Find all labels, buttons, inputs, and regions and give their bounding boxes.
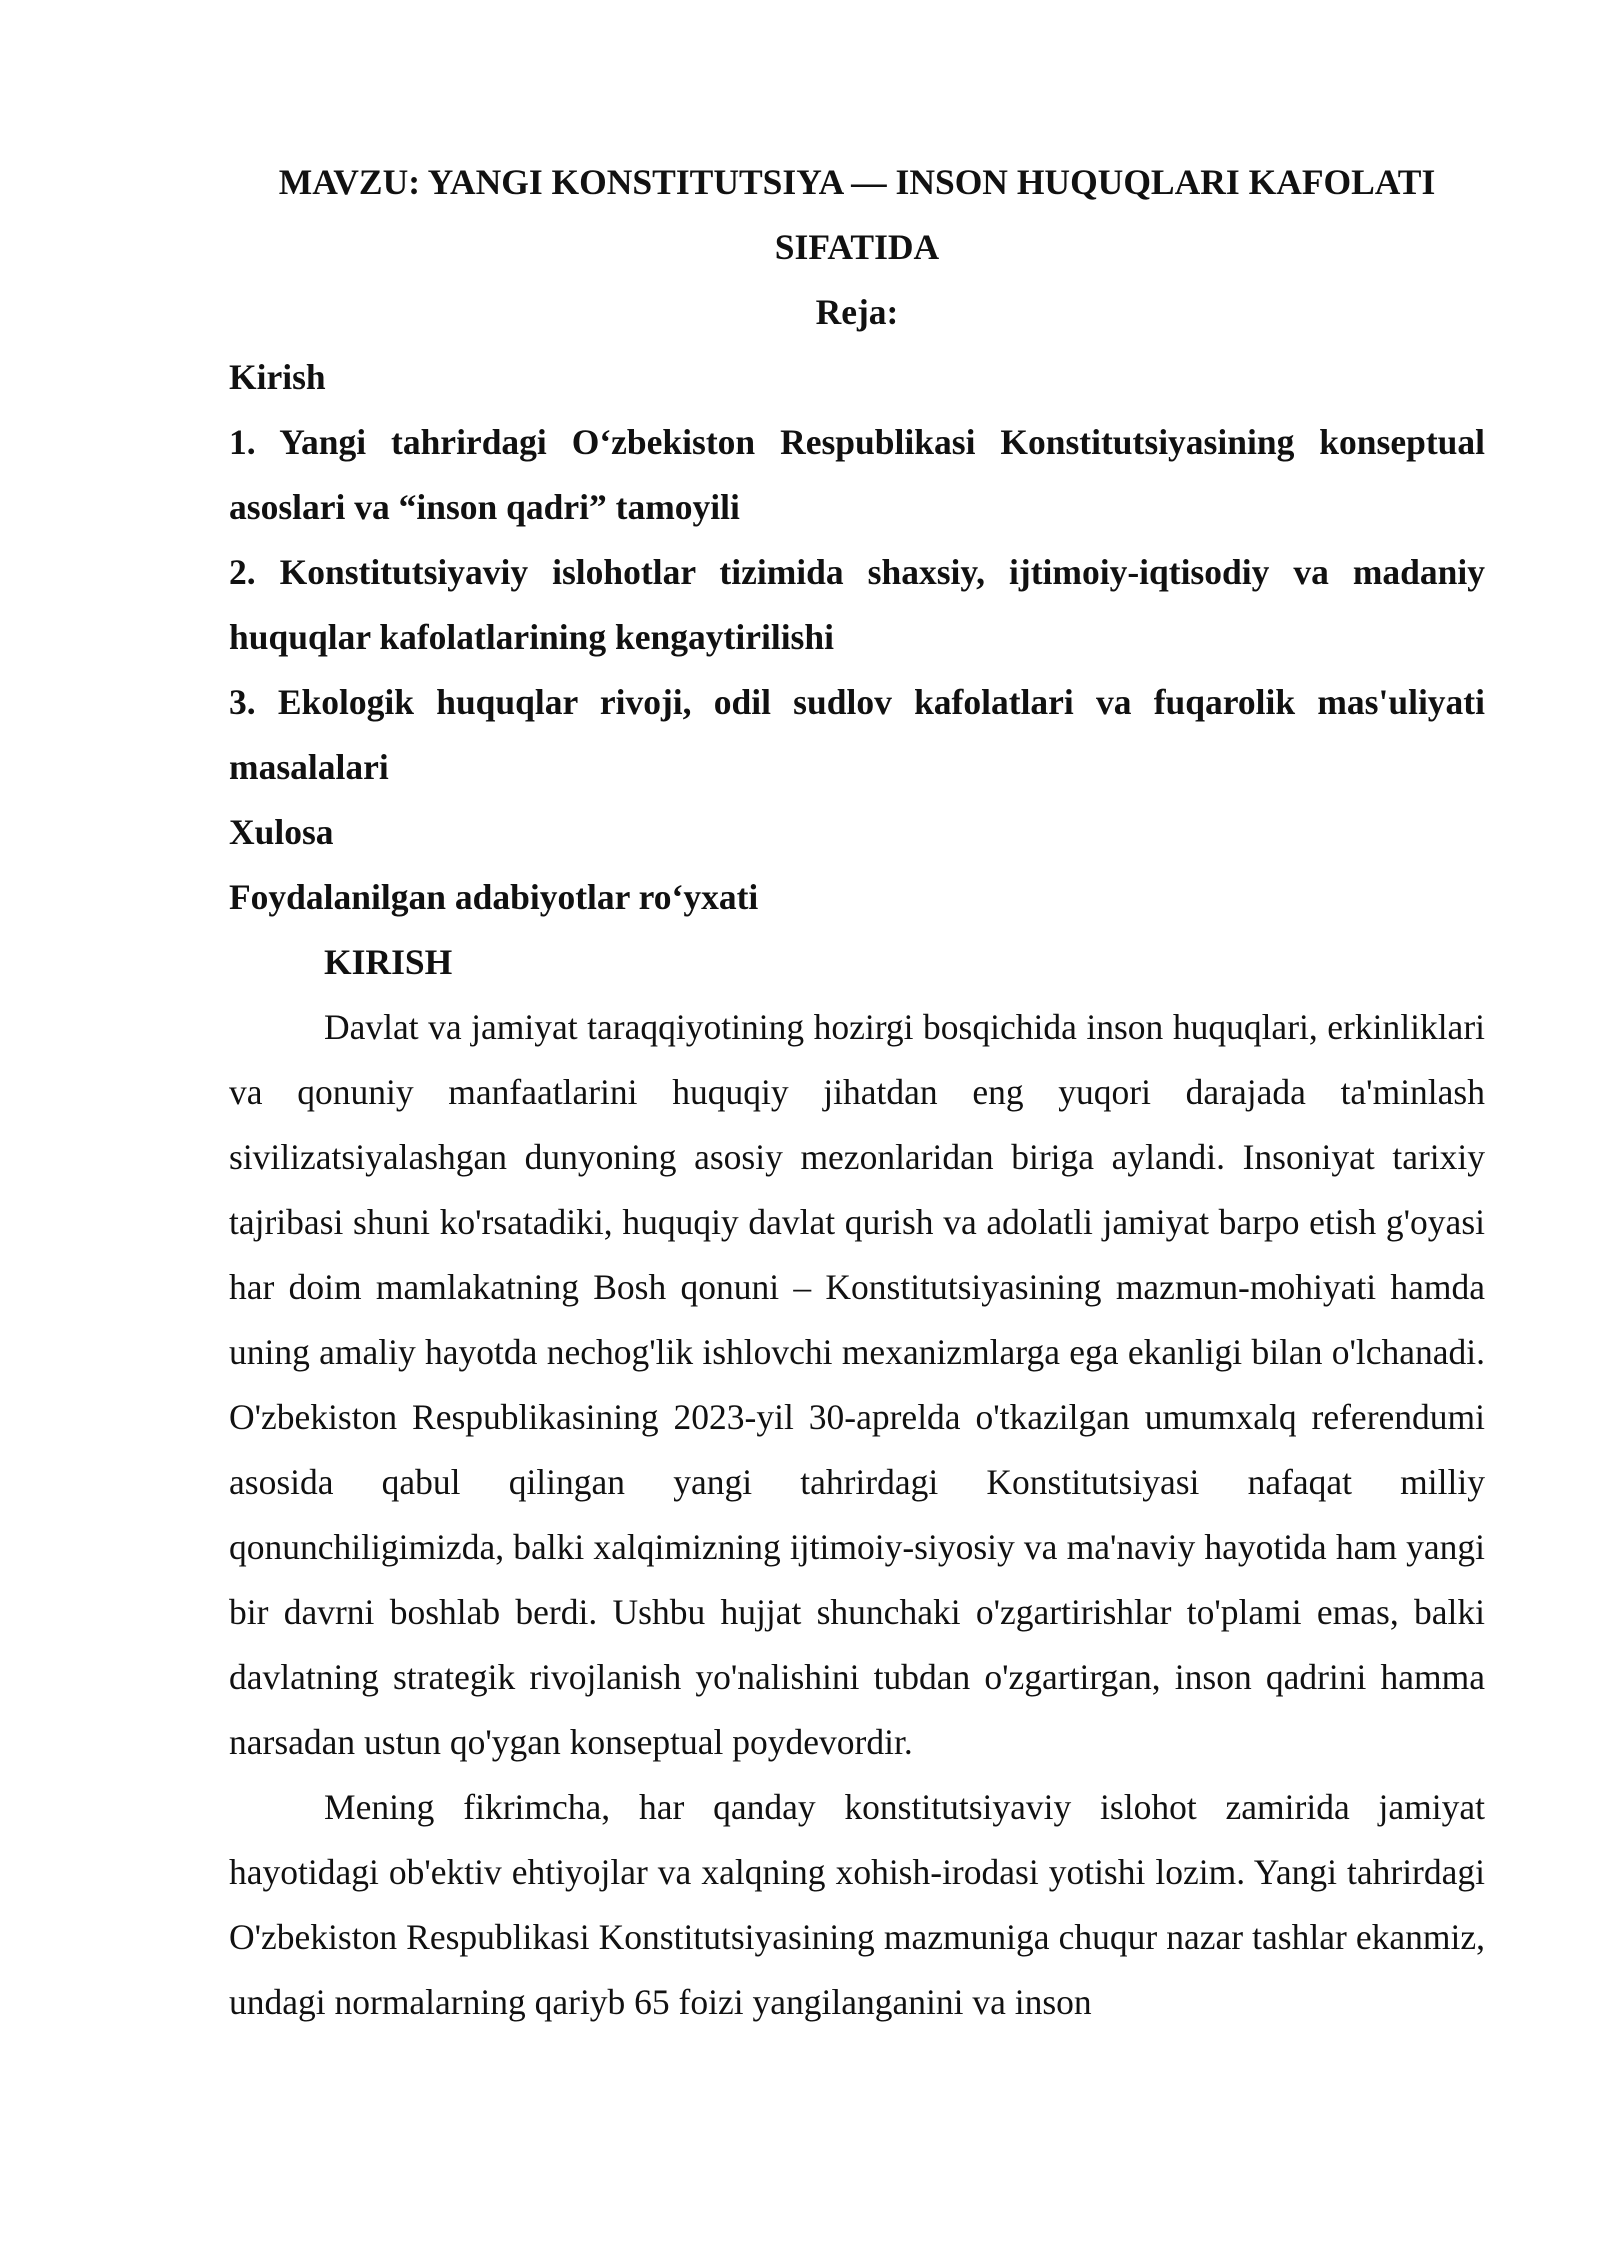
plan-item-intro: Kirish <box>229 357 326 397</box>
plan-item-1: 1. Yangi tahrirdagi O‘zbekiston Respublikasi Konstitutsiyasining konseptual asoslari va “inson qadri” tamoyili <box>229 422 1485 527</box>
document-page <box>229 150 1485 2035</box>
intro-paragraph-2: Mening fikrimcha, har qanday konstitutsiyaviy islohot zamirida jamiyat hayotidagi ob'ektiv ehtiyojlar va xalqning xohish-irodasi yotishi lozim. Yangi tahrirdagi O'zbekiston Respublikasi Konstitutsiyasining mazmuniga chuqur nazar tashlar ekanmiz, undagi normalarning qariyb 65 foizi yangilanganini va inson <box>229 1787 1485 2022</box>
plan-item-3: 3. Ekologik huquqlar rivoji, odil sudlov kafolatlari va fuqarolik mas'uliyati masalalari <box>229 682 1485 787</box>
plan-label: Reja: <box>815 292 899 332</box>
document-title <box>229 150 1485 280</box>
title-line-2: SIFATIDA <box>774 227 940 267</box>
title-line-1: MAVZU: YANGI KONSTITUTSIYA — INSON HUQUQLARI KAFOLATI <box>278 162 1436 202</box>
plan-item-2: 2. Konstitutsiyaviy islohotlar tizimida shaxsiy, ijtimoiy-iqtisodiy va madaniy huquqlar kafolatlarining kengaytirilishi <box>229 552 1485 657</box>
plan-item-conclusion: Xulosa <box>229 812 334 852</box>
intro-paragraph-1: Davlat va jamiyat taraqqiyotining hozirgi bosqichida inson huquqlari, erkinliklari va qonuniy manfaatlarini huquqiy jihatdan eng yuqori darajada ta'minlash sivilizatsiyalashgan dunyoning asosiy mezonlaridan biriga aylandi. Insoniyat tarixiy tajribasi shuni ko'rsatadiki, huquqiy davlat qurish va adolatli jamiyat barpo etish g'oyasi har doim mamlakatning Bosh qonuni – Konstitutsiyasining mazmun-mohiyati hamda uning amaliy hayotda nechog'lik ishlovchi mexanizmlarga ega ekanligi bilan o'lchanadi. O'zbekiston Respublikasining 2023-yil 30-aprelda o'tkazilgan umumxalq referendumi asosida qabul qilingan yangi tahrirdagi Konstitutsiyasi nafaqat milliy qonunchiligimizda, balki xalqimizning ijtimoiy-siyosiy va ma'naviy hayotida ham yangi bir davrni boshlab berdi. Ushbu hujjat shunchaki o'zgartirishlar to'plami emas, balki davlatning strategik rivojlanish yo'nalishini tubdan o'zgartirgan, inson qadrini hamma narsadan ustun qo'ygan konseptual poydevordir. <box>229 1007 1485 1762</box>
intro-heading: KIRISH <box>324 942 453 982</box>
plan-item-references: Foydalanilgan adabiyotlar ro‘yxati <box>229 877 759 917</box>
plan-list <box>229 345 1485 930</box>
